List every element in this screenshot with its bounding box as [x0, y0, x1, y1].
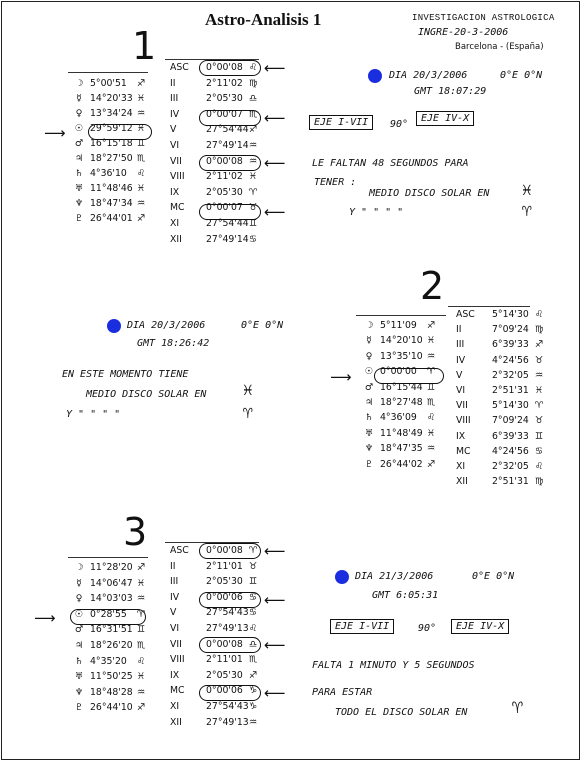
sign-glyph-icon: ♓ [136, 93, 146, 104]
section-2-gmt: GMT 18:26:42 [137, 338, 210, 349]
house-cusp: 0°00'07 [206, 202, 243, 214]
sign-glyph-icon: ♉ [534, 354, 544, 366]
house-cusp: 7°09'24 [492, 415, 529, 427]
section-2-note-2: MEDIO DISCO SOLAR EN [86, 389, 207, 400]
planet-position: 18°26'20 [90, 640, 133, 651]
iv-circle [199, 110, 261, 126]
sun-circle [88, 124, 152, 140]
planet-position: 18°27'48 [380, 397, 423, 408]
asc-arrow: ⟵ [264, 59, 286, 77]
sign-glyph-icon: ♓ [136, 577, 146, 589]
house-cusp: 0°00'08 [206, 545, 243, 556]
house-label: VI [170, 623, 180, 634]
vii-circle [199, 155, 261, 171]
vii-circle-3 [199, 637, 261, 653]
section-1-rule [68, 72, 148, 73]
pisces-icon: ♓ [522, 180, 532, 199]
sign-glyph-icon: ♈ [426, 366, 436, 378]
section-3-gmt: GMT 6:05:31 [372, 590, 439, 601]
house-label: ASC [170, 62, 189, 73]
section-1-note-3: MEDIO DISCO SOLAR EN [369, 188, 490, 199]
sign-glyph-icon: ♉ [248, 560, 258, 572]
house-cusp: 5°14'30 [492, 400, 529, 412]
planet-position: 26°44'10 [90, 702, 133, 714]
section-2-date: DIA 20/3/2006 [127, 320, 206, 331]
sign-glyph-icon: ♌ [534, 309, 544, 320]
section-1-gmt: GMT 18:07:29 [414, 86, 487, 97]
sign-glyph-icon: ♐ [426, 320, 436, 331]
house-label: V [456, 369, 463, 381]
house-label: IV [170, 591, 180, 603]
sign-glyph-icon: ♊ [136, 138, 146, 149]
sign-glyph-icon: ♒ [136, 593, 146, 605]
iv-circle-3 [199, 592, 261, 608]
house-cusp: 2°32'05 [492, 369, 529, 381]
sign-glyph-icon: ♒ [426, 350, 436, 362]
section-1-note-4: Y " " " " [349, 207, 404, 218]
section-1-axis2: EJE IV-X [416, 111, 474, 126]
sign-glyph-icon: ♐ [426, 458, 436, 470]
section-3-deg: 90° [418, 623, 437, 634]
sign-glyph-icon: ♏ [248, 654, 258, 666]
section-1-date: DIA 20/3/2006 [389, 70, 468, 81]
sign-glyph-icon: ♉ [248, 202, 258, 214]
house-label: VI [456, 385, 466, 396]
house-label: III [456, 339, 465, 351]
house-cusp: 27°49'14 [206, 140, 249, 151]
house-label: VIII [456, 415, 471, 427]
house-label: IV [456, 354, 466, 366]
sign-glyph-icon: ♒ [136, 108, 146, 119]
planet-position: 0°28'55 [90, 608, 127, 620]
sign-glyph-icon: ♈ [248, 186, 258, 198]
planet-position: 14°06'47 [90, 577, 133, 589]
planet-glyph-icon: ♄ [74, 168, 84, 179]
sign-glyph-icon: ♓ [136, 671, 146, 683]
section-2-rule [356, 315, 446, 316]
planet-glyph-icon: ♀ [75, 593, 83, 605]
sign-glyph-icon: ♋ [534, 445, 544, 457]
sign-glyph-icon: ♊ [248, 576, 258, 588]
house-cusp: 2°51'31 [492, 385, 529, 396]
header-line-3: Barcelona - (España) [455, 42, 544, 52]
planet-position: 5°00'51 [90, 78, 127, 89]
house-label: II [170, 77, 176, 89]
header-line-1: INVESTIGACION ASTROLOGICA [412, 13, 555, 23]
planet-position: 11°28'20 [90, 562, 133, 573]
house-label: II [456, 324, 462, 336]
house-cusp: 27°54'43 [206, 701, 249, 712]
planet-glyph-icon: ☽ [364, 320, 374, 331]
section-3-axis2: EJE IV-X [451, 619, 509, 634]
planet-position: 4°35'20 [90, 655, 127, 667]
section-3-number: 3 [123, 510, 148, 554]
house-label: V [170, 124, 177, 136]
planet-glyph-icon: ♇ [364, 458, 374, 470]
asc-arrow-3: ⟵ [264, 542, 286, 560]
planet-position: 13°35'10 [380, 350, 423, 362]
planet-glyph-icon: ☉ [74, 608, 84, 620]
section-1-deg: 90° [390, 119, 409, 130]
sign-glyph-icon: ♐ [136, 702, 146, 714]
mc-arrow-3: ⟵ [264, 684, 286, 702]
house-label: IX [456, 430, 466, 442]
planet-glyph-icon: ♆ [74, 198, 84, 209]
planet-position: 0°00'00 [380, 366, 417, 378]
sign-glyph-icon: ♍ [248, 77, 258, 89]
planet-position: 13°34'24 [90, 108, 133, 119]
house-label: VIII [170, 171, 185, 183]
house-cusp: 27°49'14 [206, 233, 249, 245]
sign-glyph-icon: ♏ [248, 108, 258, 120]
house-cusp: 2°11'01 [206, 560, 243, 572]
house-label: IX [170, 186, 180, 198]
section-1-note-2: TENER : [314, 177, 357, 188]
sun-arrow: ⟶ [44, 124, 66, 142]
planet-glyph-icon: ♃ [74, 153, 84, 164]
sign-glyph-icon: ♋ [248, 233, 258, 245]
house-label: XII [170, 233, 182, 245]
sign-glyph-icon: ♑ [248, 701, 258, 712]
sign-glyph-icon: ♓ [426, 335, 436, 347]
planet-glyph-icon: ♃ [74, 640, 84, 651]
sign-glyph-icon: ♒ [248, 155, 258, 167]
sign-glyph-icon: ♌ [534, 461, 544, 472]
section-2-coords: 0°E 0°N [241, 320, 284, 331]
planet-position: 4°36'09 [380, 412, 417, 424]
sun-arrow-3: ⟶ [34, 609, 56, 627]
planet-position: 11°48'49 [380, 427, 423, 439]
sign-glyph-icon: ♊ [248, 218, 258, 229]
planet-glyph-icon: ☿ [76, 93, 82, 104]
sign-glyph-icon: ♒ [136, 198, 146, 209]
planet-position: 14°20'10 [380, 335, 423, 347]
section-2-house-rule [448, 306, 530, 307]
header-line-2: INGRE-20-3-2006 [418, 27, 509, 38]
sign-glyph-icon: ♓ [136, 123, 146, 134]
planet-position: 5°11'09 [380, 320, 417, 331]
sun-arrow-2: ⟶ [330, 368, 352, 386]
sign-glyph-icon: ♌ [248, 623, 258, 634]
mc-arrow: ⟵ [264, 203, 286, 221]
sign-glyph-icon: ♋ [248, 607, 258, 619]
sign-glyph-icon: ♊ [534, 430, 544, 442]
vii-arrow-3: ⟵ [264, 636, 286, 654]
aries-icon-3: ♈ [512, 697, 523, 718]
house-cusp: 5°14'30 [492, 309, 529, 320]
house-cusp: 0°00'06 [206, 591, 243, 603]
house-label: VII [170, 155, 182, 167]
house-cusp: 2°11'01 [206, 654, 243, 666]
planet-position: 16°15'44 [380, 381, 423, 393]
house-cusp: 2°05'30 [206, 576, 243, 588]
house-label: MC [170, 202, 185, 214]
planet-glyph-icon: ☉ [364, 366, 374, 378]
sun-circle-2 [374, 368, 444, 384]
house-label: VII [170, 638, 182, 650]
sign-glyph-icon: ♐ [136, 213, 146, 224]
aries-icon-2: ♈ [243, 403, 253, 422]
planet-glyph-icon: ♇ [74, 702, 84, 714]
sign-glyph-icon: ♍ [534, 324, 544, 336]
house-cusp: 2°05'30 [206, 93, 243, 105]
sign-glyph-icon: ♒ [534, 369, 544, 381]
house-cusp: 27°54'44 [206, 124, 249, 136]
planet-glyph-icon: ♆ [74, 686, 84, 698]
house-cusp: 7°09'24 [492, 324, 529, 336]
house-cusp: 4°24'56 [492, 354, 529, 366]
planet-position: 29°59'12 [90, 123, 133, 134]
sign-glyph-icon: ♌ [136, 655, 146, 667]
house-cusp: 2°32'05 [492, 461, 529, 472]
house-cusp: 0°00'07 [206, 108, 243, 120]
planet-glyph-icon: ♄ [74, 655, 84, 667]
house-label: II [170, 560, 176, 572]
house-cusp: 2°05'30 [206, 186, 243, 198]
planet-position: 26°44'02 [380, 458, 423, 470]
planet-glyph-icon: ♂ [74, 138, 84, 149]
planet-glyph-icon: ♅ [74, 671, 84, 683]
sign-glyph-icon: ♎ [248, 638, 258, 650]
house-cusp: 27°49'13 [206, 716, 249, 728]
house-label: XI [170, 701, 180, 712]
planet-position: 18°47'35 [380, 443, 423, 455]
house-label: XI [170, 218, 180, 229]
planet-glyph-icon: ☿ [76, 577, 82, 589]
planet-position: 14°20'33 [90, 93, 133, 104]
sign-glyph-icon: ♌ [248, 62, 258, 73]
planet-glyph-icon: ♅ [364, 427, 374, 439]
sun-circle-3 [70, 609, 146, 625]
planet-position: 4°36'10 [90, 168, 127, 179]
sign-glyph-icon: ♑ [248, 685, 258, 697]
house-cusp: 2°11'02 [206, 171, 243, 183]
house-cusp: 2°05'30 [206, 669, 243, 681]
sign-glyph-icon: ♐ [136, 78, 146, 89]
planet-position: 16°15'18 [90, 138, 133, 149]
sign-glyph-icon: ♏ [136, 153, 146, 164]
section-1-dot [368, 69, 382, 83]
house-cusp: 4°24'56 [492, 445, 529, 457]
house-cusp: 2°51'31 [492, 476, 529, 488]
sign-glyph-icon: ♏ [136, 640, 146, 651]
house-label: V [170, 607, 177, 619]
house-label: VII [456, 400, 468, 412]
planet-position: 11°50'25 [90, 671, 133, 683]
house-cusp: 2°11'02 [206, 77, 243, 89]
sign-glyph-icon: ♓ [248, 171, 258, 183]
sign-glyph-icon: ♒ [248, 716, 258, 728]
asc-circle [199, 60, 261, 76]
planet-glyph-icon: ♂ [364, 381, 374, 393]
house-label: III [170, 93, 179, 105]
section-3-note-2: PARA ESTAR [312, 687, 373, 698]
house-cusp: 27°49'13 [206, 623, 249, 634]
sign-glyph-icon: ♓ [534, 385, 544, 396]
section-3-dot [335, 570, 349, 584]
sign-glyph-icon: ♓ [426, 427, 436, 439]
aries-icon: ♈ [522, 201, 532, 220]
planet-glyph-icon: ☉ [74, 123, 84, 134]
planet-glyph-icon: ♄ [364, 412, 374, 424]
sign-glyph-icon: ♊ [136, 624, 146, 636]
planet-glyph-icon: ♀ [365, 350, 373, 362]
sign-glyph-icon: ♐ [534, 339, 544, 351]
sign-glyph-icon: ♓ [136, 183, 146, 194]
house-label: IX [170, 669, 180, 681]
mc-circle-3 [199, 685, 261, 701]
section-3-coords: 0°E 0°N [472, 571, 515, 582]
section-2-dot [107, 319, 121, 333]
planet-glyph-icon: ♅ [74, 183, 84, 194]
house-cusp: 0°00'08 [206, 62, 243, 73]
section-3-note-1: FALTA 1 MINUTO Y 5 SEGUNDOS [312, 660, 475, 671]
planet-glyph-icon: ♇ [74, 213, 84, 224]
section-2-number: 2 [420, 264, 445, 308]
sign-glyph-icon: ♒ [426, 443, 436, 455]
iv-arrow-3: ⟵ [264, 591, 286, 609]
planet-position: 14°03'03 [90, 593, 133, 605]
sign-glyph-icon: ♒ [136, 686, 146, 698]
house-label: III [170, 576, 179, 588]
section-3-note-3: TODO EL DISCO SOLAR EN [335, 707, 468, 718]
sign-glyph-icon: ♐ [136, 562, 146, 573]
asc-circle-3 [199, 543, 261, 559]
house-label: XII [456, 476, 468, 488]
sign-glyph-icon: ♐ [248, 669, 258, 681]
planet-glyph-icon: ☿ [366, 335, 372, 347]
section-3-date: DIA 21/3/2006 [355, 571, 434, 582]
pisces-icon-2: ♓ [243, 380, 253, 399]
planet-position: 16°31'51 [90, 624, 133, 636]
house-cusp: 27°54'43 [206, 607, 249, 619]
sign-glyph-icon: ♐ [248, 124, 258, 136]
house-cusp: 27°54'44 [206, 218, 249, 229]
planet-position: 18°47'34 [90, 198, 133, 209]
planet-glyph-icon: ♃ [364, 397, 374, 408]
planet-glyph-icon: ♀ [75, 108, 83, 119]
house-cusp: 6°39'33 [492, 430, 529, 442]
planet-glyph-icon: ♆ [364, 443, 374, 455]
sign-glyph-icon: ♈ [248, 545, 258, 556]
house-label: ASC [170, 545, 189, 556]
planet-glyph-icon: ♂ [74, 624, 84, 636]
vii-arrow: ⟵ [264, 154, 286, 172]
mc-circle [199, 204, 261, 220]
planet-position: 11°48'46 [90, 183, 133, 194]
house-cusp: 6°39'33 [492, 339, 529, 351]
sign-glyph-icon: ♈ [534, 400, 544, 412]
house-label: ASC [456, 309, 475, 320]
house-cusp: 0°00'08 [206, 155, 243, 167]
sign-glyph-icon: ♈ [136, 608, 146, 620]
house-label: XI [456, 461, 466, 472]
planet-glyph-icon: ☽ [74, 78, 84, 89]
sign-glyph-icon: ♌ [426, 412, 436, 424]
page-title: Astro-Analisis 1 [205, 10, 322, 29]
section-2-note-1: EN ESTE MOMENTO TIENE [62, 369, 189, 380]
section-3-rule [68, 557, 148, 558]
iv-arrow: ⟵ [264, 109, 286, 127]
section-1-coords: 0°E 0°N [500, 70, 543, 81]
section-1-number: 1 [132, 24, 157, 68]
sign-glyph-icon: ♒ [248, 140, 258, 151]
section-1-axis1: EJE I-VII [309, 115, 373, 130]
house-label: XII [170, 716, 182, 728]
sign-glyph-icon: ♌ [136, 168, 146, 179]
sign-glyph-icon: ♋ [248, 591, 258, 603]
house-label: IV [170, 108, 180, 120]
house-cusp: 0°00'08 [206, 638, 243, 650]
sign-glyph-icon: ♏ [426, 397, 436, 408]
house-cusp: 0°00'06 [206, 685, 243, 697]
house-label: MC [170, 685, 185, 697]
sign-glyph-icon: ♊ [426, 381, 436, 393]
sign-glyph-icon: ♎ [248, 93, 258, 105]
section-3-axis1: EJE I-VII [330, 619, 394, 634]
section-1-note-1: LE FALTAN 48 SEGUNDOS PARA [312, 158, 469, 169]
sign-glyph-icon: ♍ [534, 476, 544, 488]
planet-position: 26°44'01 [90, 213, 133, 224]
planet-glyph-icon: ☽ [74, 562, 84, 573]
house-label: MC [456, 445, 471, 457]
house-label: VIII [170, 654, 185, 666]
sign-glyph-icon: ♉ [534, 415, 544, 427]
planet-position: 18°27'50 [90, 153, 133, 164]
house-label: VI [170, 140, 180, 151]
section-2-note-3: Y " " " " [66, 409, 121, 420]
planet-position: 18°48'28 [90, 686, 133, 698]
